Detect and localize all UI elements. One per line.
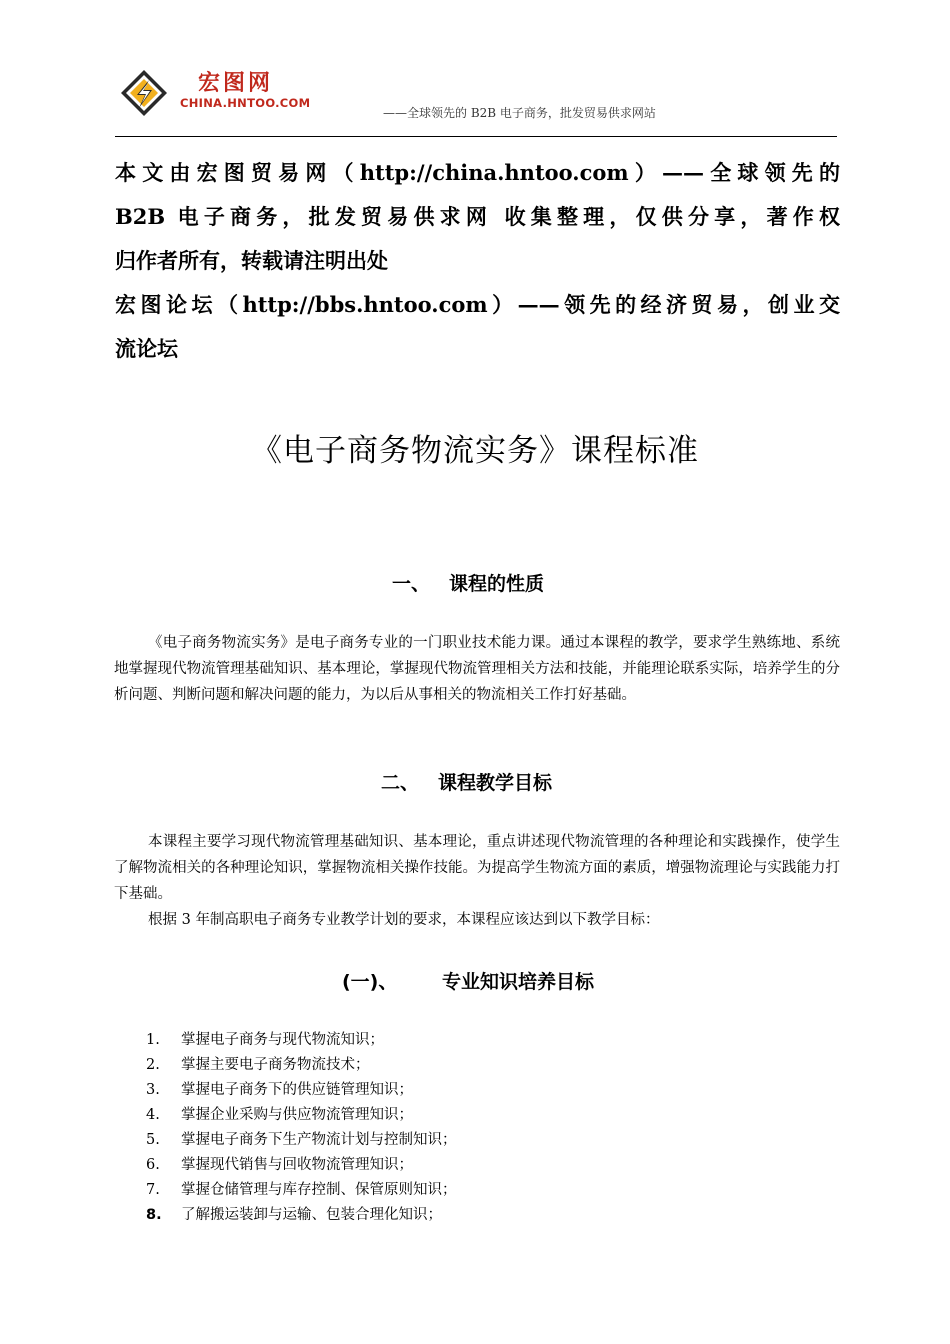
list-item-text: 了解搬运装卸与运输、包装合理化知识； (181, 1207, 442, 1223)
list-item (146, 1128, 457, 1153)
list-item (146, 1153, 457, 1178)
list-item-number: 6. (146, 1157, 160, 1173)
body-paragraph: 本课程主要学习现代物流管理基础知识、基本理论，重点讲述现代物流管理的各种理论和实践操作，使学生了解物流相关的各种理论知识，掌握物流相关操作技能。为提高学生物流方面的素质，增强物流理论与实践能力打下基础。 (114, 834, 840, 902)
subsection-title: 专业知识培养目标 (442, 971, 595, 993)
list-item (146, 1203, 457, 1228)
forum-notice-line: 流论坛 (115, 336, 178, 361)
brand-name-cn: 宏图网 (198, 71, 274, 96)
list-item-number: 4. (146, 1107, 160, 1123)
list-item-number: 8. (146, 1207, 162, 1223)
list-item-text: 掌握企业采购与供应物流管理知识； (181, 1107, 413, 1123)
document-title: 《电子商务物流实务》课程标准 (251, 433, 699, 469)
subsection-number: (一)、 (342, 971, 398, 993)
source-notice-line: 本文由宏图贸易网（http://china.hntoo.com）——全球领先的 (115, 160, 840, 185)
knowledge-goals-list (146, 1028, 457, 1228)
section-heading (381, 768, 552, 795)
section-heading (392, 569, 544, 596)
subsection-heading (342, 967, 594, 994)
list-item (146, 1053, 457, 1078)
source-notice (115, 151, 840, 371)
list-item-number: 1. (146, 1032, 160, 1048)
source-notice-line: B2B 电子商务，批发贸易供求网 收集整理，仅供分享，著作权 (115, 204, 840, 229)
list-item (146, 1103, 457, 1128)
list-item-text: 掌握仓储管理与库存控制、保管原则知识； (181, 1182, 457, 1198)
section-number: 二、 (381, 772, 420, 794)
list-item-text: 掌握电子商务下生产物流计划与控制知识； (181, 1132, 457, 1148)
header-divider (115, 136, 837, 137)
brand-name-en: CHINA.HNTOO.COM (180, 96, 311, 110)
list-item-text: 掌握电子商务与现代物流知识； (181, 1032, 384, 1048)
page-header (115, 62, 837, 138)
list-item (146, 1078, 457, 1103)
list-item-text: 掌握现代销售与回收物流管理知识； (181, 1157, 413, 1173)
header-tagline: ——全球领先的 B2B 电子商务，批发贸易供求网站 (383, 106, 656, 120)
list-item-number: 7. (146, 1182, 160, 1198)
source-notice-line: 归作者所有，转载请注明出处 (115, 248, 388, 273)
section-title: 课程的性质 (449, 573, 545, 595)
section-title: 课程教学目标 (438, 772, 553, 794)
hntoo-logo-icon (119, 68, 169, 118)
list-item (146, 1028, 457, 1053)
section-number: 一、 (392, 573, 431, 595)
list-item-number: 3. (146, 1082, 160, 1098)
body-paragraph: 根据 3 年制高职电子商务专业教学计划的要求，本课程应该达到以下教学目标： (148, 912, 660, 928)
body-paragraph: 《电子商务物流实务》是电子商务专业的一门职业技术能力课。通过本课程的教学，要求学生熟练地、系统地掌握现代物流管理基础知识、基本理论，掌握现代物流管理相关方法和技能，并能理论联系实际，培养学生的分析问题、判断问题和解决问题的能力，为以后从事相关的物流相关工作打好基础。 (114, 635, 840, 703)
list-item-number: 5. (146, 1132, 160, 1148)
list-item-text: 掌握电子商务下的供应链管理知识； (181, 1082, 413, 1098)
list-item-number: 2. (146, 1057, 160, 1073)
forum-notice-line: 宏图论坛（http://bbs.hntoo.com）——领先的经济贸易，创业交 (115, 292, 840, 317)
list-item (146, 1178, 457, 1203)
list-item-text: 掌握主要电子商务物流技术； (181, 1057, 370, 1073)
